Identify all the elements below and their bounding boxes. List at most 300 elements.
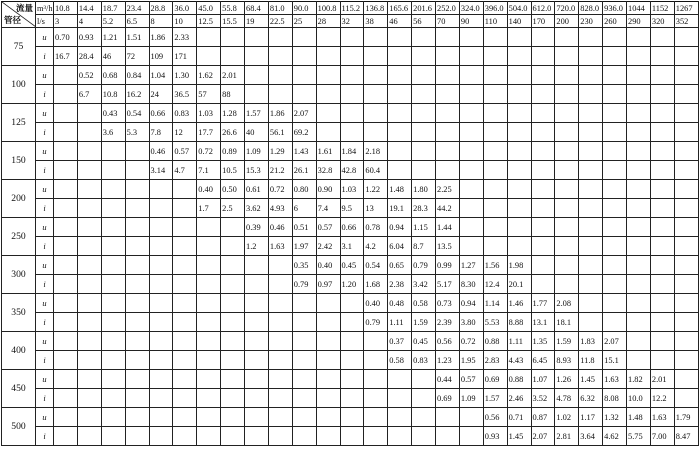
headloss-value [603,161,627,180]
velocity-value: 1.59 [555,332,579,351]
headloss-value [149,237,173,256]
header-ls-value: 90 [459,15,483,28]
header-ls-value: 320 [650,15,674,28]
headloss-value: 6.45 [531,351,555,370]
velocity-value [627,294,651,313]
header-ls-value: 110 [483,15,507,28]
headloss-value [292,427,316,446]
velocity-value [412,104,436,123]
headloss-value [412,389,436,408]
velocity-value [173,370,197,389]
velocity-value: 1.48 [388,180,412,199]
velocity-value [674,28,698,47]
velocity-value [245,332,269,351]
velocity-value [77,370,101,389]
headloss-value [674,47,698,66]
headloss-value: 3.62 [245,199,269,218]
velocity-value [125,370,149,389]
headloss-value [579,47,603,66]
row-i [2,275,699,294]
headloss-value: 13.1 [531,313,555,332]
velocity-value [340,408,364,427]
velocity-value: 2.07 [603,332,627,351]
headloss-value [54,85,78,104]
velocity-value [340,370,364,389]
headloss-value: 16.2 [125,85,149,104]
label-u: u [36,332,54,351]
velocity-value [101,180,125,199]
velocity-value [483,180,507,199]
headloss-value [674,275,698,294]
velocity-value [364,66,388,85]
headloss-value: 4.93 [268,199,292,218]
velocity-value [125,408,149,427]
headloss-value [650,123,674,142]
velocity-value: 0.57 [316,218,340,237]
velocity-value [412,142,436,161]
velocity-value [197,408,221,427]
row-i [2,85,699,104]
headloss-value: 2.42 [316,237,340,256]
header-m3h-value: 36.0 [173,2,197,15]
velocity-value [555,256,579,275]
headloss-value [603,85,627,104]
label-i: i [36,237,54,256]
headloss-value [507,161,531,180]
velocity-value: 1.82 [627,370,651,389]
headloss-value [579,85,603,104]
headloss-value [340,85,364,104]
headloss-value: 0.93 [483,427,507,446]
headloss-value [197,275,221,294]
headloss-value: 12.2 [650,389,674,408]
row-i [2,123,699,142]
velocity-value [54,66,78,85]
velocity-value: 1.86 [149,28,173,47]
pipe-diameter: 500 [2,408,36,446]
row-u [2,294,699,313]
headloss-value [459,427,483,446]
headloss-value [245,313,269,332]
velocity-value: 0.50 [221,180,245,199]
velocity-value: 1.09 [245,142,269,161]
velocity-value [459,218,483,237]
velocity-value [316,408,340,427]
headloss-value: 8.88 [507,313,531,332]
velocity-value: 1.15 [412,218,436,237]
velocity-value [101,218,125,237]
velocity-value: 0.68 [101,66,125,85]
velocity-value [173,408,197,427]
headloss-value [579,237,603,256]
velocity-value [340,28,364,47]
headloss-value: 18.1 [555,313,579,332]
velocity-value [674,180,698,199]
headloss-value [77,275,101,294]
headloss-value: 1.45 [507,427,531,446]
headloss-value [54,351,78,370]
velocity-value [579,256,603,275]
velocity-value [221,218,245,237]
velocity-value [579,180,603,199]
headloss-value [579,313,603,332]
headloss-value: 3.1 [340,237,364,256]
header-m3h-value: 45.0 [197,2,221,15]
header-m3h-value: 396.0 [483,2,507,15]
velocity-value [627,66,651,85]
velocity-value [340,66,364,85]
velocity-value [412,28,436,47]
header-ls-value: 46 [388,15,412,28]
velocity-value: 1.32 [603,408,627,427]
velocity-value [579,218,603,237]
header-row-m3h [2,2,699,15]
velocity-value [507,104,531,123]
velocity-value [268,28,292,47]
headloss-value [340,389,364,408]
label-u: u [36,370,54,389]
velocity-value: 1.44 [436,218,460,237]
header-m3h-value: 504.0 [507,2,531,15]
headloss-value [364,427,388,446]
header-ls-value: 8 [149,15,173,28]
headloss-value [101,199,125,218]
headloss-value [54,427,78,446]
velocity-value [483,218,507,237]
velocity-value [555,218,579,237]
velocity-value [173,180,197,199]
headloss-value: 1.11 [388,313,412,332]
headloss-value: 6 [292,199,316,218]
headloss-value [268,389,292,408]
headloss-value: 10.0 [627,389,651,408]
row-u [2,332,699,351]
velocity-value: 0.40 [316,256,340,275]
velocity-value [77,218,101,237]
velocity-value [245,28,269,47]
label-i: i [36,351,54,370]
headloss-value [388,161,412,180]
velocity-value: 1.98 [507,256,531,275]
headloss-value [483,85,507,104]
headloss-value: 3.6 [101,123,125,142]
headloss-value: 7.8 [149,123,173,142]
headloss-value: 1.23 [436,351,460,370]
headloss-value: 5.3 [125,123,149,142]
velocity-value: 0.35 [292,256,316,275]
headloss-value [54,389,78,408]
headloss-value [197,47,221,66]
velocity-value: 1.77 [531,294,555,313]
header-ls-value: 22.5 [268,15,292,28]
corner-dia-label: 管径 [4,15,22,25]
headloss-value [340,313,364,332]
label-i: i [36,123,54,142]
headloss-value: 2.46 [507,389,531,408]
headloss-value: 32.8 [316,161,340,180]
velocity-value: 0.61 [245,180,269,199]
headloss-value: 5.17 [436,275,460,294]
velocity-value: 0.87 [531,408,555,427]
headloss-value [292,313,316,332]
velocity-value [531,218,555,237]
velocity-value [531,180,555,199]
headloss-value [531,161,555,180]
headloss-value: 5.75 [627,427,651,446]
velocity-value: 0.78 [364,218,388,237]
velocity-value [627,256,651,275]
velocity-value [412,66,436,85]
headloss-value [412,123,436,142]
velocity-value: 0.66 [340,218,364,237]
velocity-value: 1.79 [674,408,698,427]
velocity-value [674,218,698,237]
headloss-value: 12.4 [483,275,507,294]
velocity-value: 1.03 [340,180,364,199]
headloss-value [483,123,507,142]
velocity-value [340,104,364,123]
headloss-value [125,313,149,332]
velocity-value [197,28,221,47]
headloss-value: 4.2 [364,237,388,256]
velocity-value [436,142,460,161]
headloss-value [674,237,698,256]
headloss-value [101,161,125,180]
velocity-value: 0.52 [77,66,101,85]
headloss-value [125,351,149,370]
headloss-value: 0.83 [412,351,436,370]
headloss-value: 0.79 [292,275,316,294]
velocity-value [388,104,412,123]
velocity-value [579,104,603,123]
velocity-value [603,218,627,237]
velocity-value [364,104,388,123]
velocity-value [459,28,483,47]
header-row-ls [2,15,699,28]
velocity-value [149,408,173,427]
headloss-value [388,427,412,446]
pipe-diameter: 300 [2,256,36,294]
velocity-value [54,294,78,313]
headloss-value [221,237,245,256]
headloss-value [101,275,125,294]
headloss-value: 1.59 [412,313,436,332]
velocity-value [173,332,197,351]
headloss-value: 12 [173,123,197,142]
headloss-value [173,351,197,370]
header-m3h-value: 14.4 [77,2,101,15]
headloss-value [149,313,173,332]
headloss-value: 3.80 [459,313,483,332]
velocity-value [316,332,340,351]
headloss-value [316,313,340,332]
headloss-value [197,313,221,332]
header-m3h-value: 136.8 [364,2,388,15]
headloss-value [125,275,149,294]
headloss-value [221,389,245,408]
row-i [2,389,699,408]
velocity-value [579,142,603,161]
headloss-value [173,313,197,332]
velocity-value: 1.22 [364,180,388,199]
headloss-value: 8.08 [603,389,627,408]
header-ls-value: 12.5 [197,15,221,28]
velocity-value [268,66,292,85]
header-ls-value: 290 [627,15,651,28]
headloss-value [436,47,460,66]
headloss-value: 109 [149,47,173,66]
velocity-value: 2.08 [555,294,579,313]
velocity-value: 0.57 [459,370,483,389]
headloss-value: 21.2 [268,161,292,180]
label-u: u [36,66,54,85]
velocity-value [459,180,483,199]
velocity-value: 0.66 [149,104,173,123]
header-ls-value: 19 [245,15,269,28]
velocity-value [436,104,460,123]
headloss-value [364,85,388,104]
pipe-diameter: 100 [2,66,36,104]
headloss-value [77,161,101,180]
pipe-diameter: 350 [2,294,36,332]
velocity-value: 0.94 [388,218,412,237]
velocity-value [268,370,292,389]
headloss-value [364,123,388,142]
velocity-value [125,294,149,313]
headloss-value [197,237,221,256]
velocity-value: 0.40 [197,180,221,199]
velocity-value [388,408,412,427]
header-ls-value: 15.5 [221,15,245,28]
label-u: u [36,180,54,199]
headloss-value [197,427,221,446]
headloss-value [316,427,340,446]
velocity-value: 1.07 [531,370,555,389]
velocity-value: 2.25 [436,180,460,199]
velocity-value: 1.63 [603,370,627,389]
row-u [2,256,699,275]
headloss-value [412,427,436,446]
row-u [2,66,699,85]
headloss-value: 3.52 [531,389,555,408]
header-m3h-value: 201.6 [412,2,436,15]
headloss-value [77,199,101,218]
headloss-value [245,351,269,370]
velocity-value [388,28,412,47]
velocity-value [292,294,316,313]
velocity-value [531,66,555,85]
headloss-value: 15.1 [603,351,627,370]
headloss-value: 56.1 [268,123,292,142]
headloss-value: 2.83 [483,351,507,370]
velocity-value: 0.93 [77,28,101,47]
headloss-value: 28.3 [412,199,436,218]
headloss-value [436,161,460,180]
headloss-value [149,427,173,446]
headloss-value [459,85,483,104]
velocity-value: 1.14 [483,294,507,313]
velocity-value [268,332,292,351]
velocity-value [173,294,197,313]
headloss-value [674,85,698,104]
headloss-value [459,161,483,180]
header-ls-value: 70 [436,15,460,28]
velocity-value [579,294,603,313]
velocity-value [221,28,245,47]
velocity-value [221,370,245,389]
headloss-value [555,199,579,218]
velocity-value: 2.33 [173,28,197,47]
header-m3h-value: 23.4 [125,2,149,15]
headloss-value [245,47,269,66]
velocity-value [197,294,221,313]
headloss-value [54,313,78,332]
velocity-value [292,66,316,85]
velocity-value [149,218,173,237]
headloss-value [54,123,78,142]
headloss-value [101,237,125,256]
velocity-value: 0.54 [364,256,388,275]
headloss-value: 0.58 [388,351,412,370]
headloss-value [340,47,364,66]
velocity-value [54,332,78,351]
headloss-value [77,427,101,446]
velocity-value: 0.79 [412,256,436,275]
headloss-value: 4.7 [173,161,197,180]
headloss-value [603,199,627,218]
velocity-value [674,332,698,351]
headloss-value [221,427,245,446]
velocity-value: 0.88 [483,332,507,351]
velocity-value: 1.86 [268,104,292,123]
label-i: i [36,275,54,294]
velocity-value: 0.65 [388,256,412,275]
velocity-value [603,256,627,275]
velocity-value [245,370,269,389]
velocity-value [388,370,412,389]
header-ls-value: 4 [77,15,101,28]
velocity-value [54,104,78,123]
velocity-value [627,142,651,161]
headloss-value [340,123,364,142]
headloss-value [459,199,483,218]
unit-m3h: m³/h [37,3,53,13]
header-m3h-value: 90.0 [292,2,316,15]
headloss-value [603,275,627,294]
label-u: u [36,294,54,313]
headloss-value [483,161,507,180]
row-u [2,104,699,123]
headloss-value [579,275,603,294]
header-m3h-value: 10.8 [54,2,78,15]
headloss-value [459,123,483,142]
headloss-value: 17.7 [197,123,221,142]
headloss-value [125,427,149,446]
velocity-value [388,142,412,161]
velocity-value [292,28,316,47]
velocity-value: 1.29 [268,142,292,161]
headloss-value: 4.43 [507,351,531,370]
velocity-value [149,256,173,275]
velocity-value: 0.46 [268,218,292,237]
velocity-value [77,180,101,199]
velocity-value [459,66,483,85]
headloss-value [364,351,388,370]
velocity-value [364,332,388,351]
headloss-value [77,313,101,332]
velocity-value [54,408,78,427]
velocity-value [436,28,460,47]
